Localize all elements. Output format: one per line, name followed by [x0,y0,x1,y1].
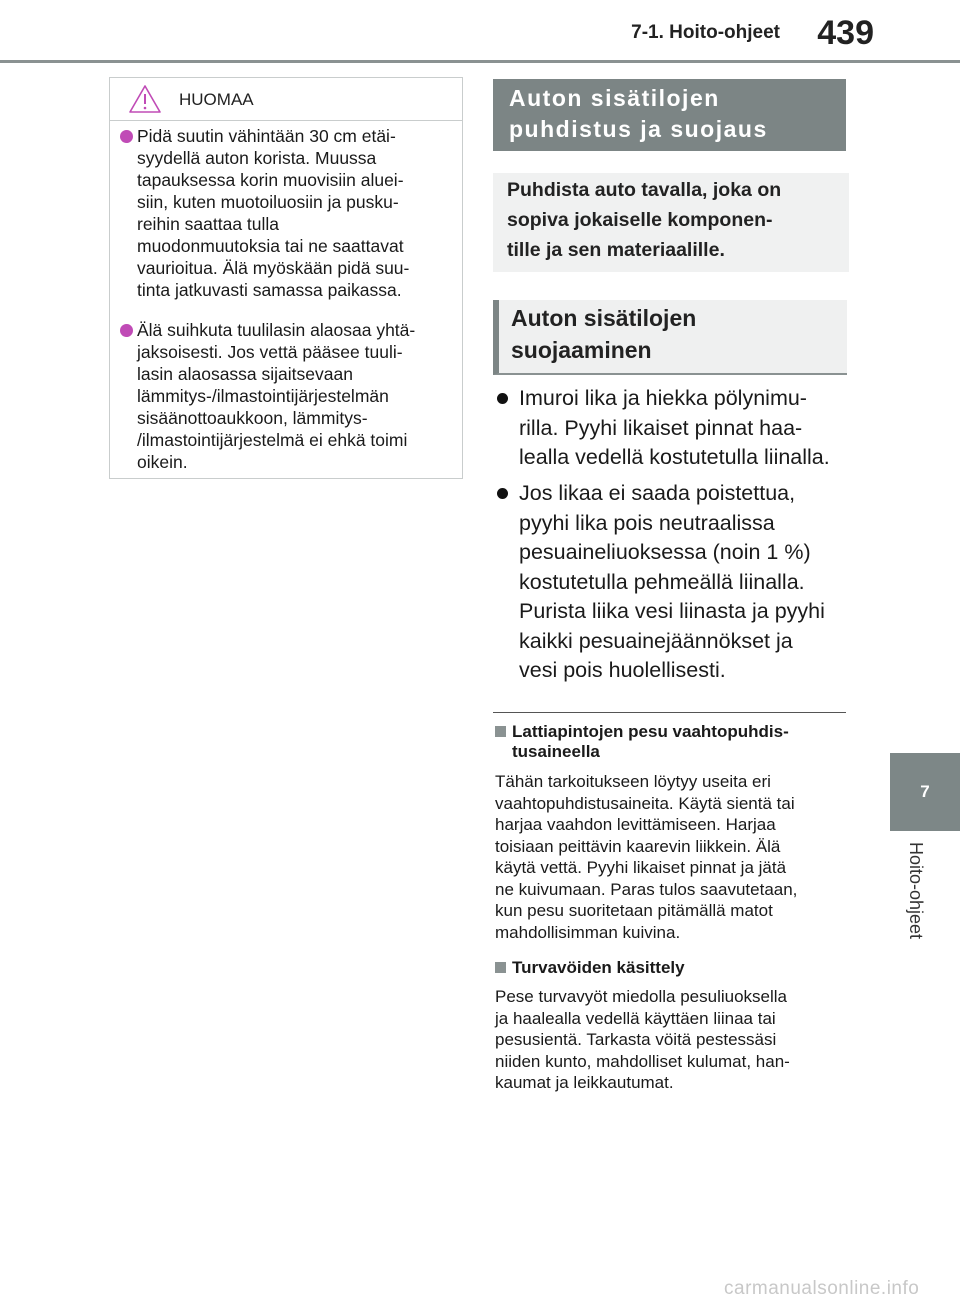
subsection-heading-line: Auton sisätilojen [511,305,697,331]
square-bullet-icon [495,726,506,737]
chapter-label-text: Hoito-ohjeet [906,842,926,940]
watermark: carmanualsonline.info [724,1278,920,1299]
section-heading-line: Auton sisätilojen [509,85,720,111]
chapter-number: 7 [920,782,930,801]
chapter-side-label [893,842,933,972]
notice-item [120,319,460,473]
subsection-heading-line: suojaaminen [511,337,652,363]
notice-header [110,78,462,121]
notice-item-text: Pidä suutin vähintään 30 cm etäi- syydellä auton korista. Muussa tapauksessa korin muovisiin aluei- siin, kuten muotoiluosiin ja pusku- reihin saattaa tulla muodonmuutoksia tai ne saattavat vaurioitua. Älä myöskään pidä suu- tinta jatkuvasti samassa paikassa. [137,126,410,300]
intro-line: sopiva jokaiselle komponen- [507,209,773,231]
list-item [497,384,847,473]
bullet-dot-icon [120,130,133,143]
subsection-heading: Turvavöiden käsittely [495,958,847,978]
intro-line: tille ja sen materiaalille. [507,239,725,261]
paragraph: Pese turvavyöt miedolla pesuliuoksella ja haalealla vedellä käyttäen liinaa tai pesusientä. Tarkasta vöitä pestessäsi niiden kunto, mahdolliset kulumat, han- kaumat ja leikkautumat. [495,987,790,1092]
notice-title: HUOMAA [179,90,254,109]
section-heading-line: puhdistus ja suojaus [509,116,768,142]
section-heading-band [493,79,846,151]
square-bullet-icon [495,962,506,973]
intro-box [493,173,849,272]
section-title: 7-1. Hoito-ohjeet [631,22,780,43]
subsection-divider [493,712,846,713]
warning-triangle-icon [128,84,162,114]
subsection-heading: Lattiapintojen pesu vaahtopuhdis- tusaineella [495,722,847,762]
subsection-heading-band [493,300,847,375]
notice-item-text: Älä suihkuta tuulilasin alaosaa yhtä- jaksoisesti. Jos vettä pääsee tuuli- lasin alaosassa sijaitsevaan lämmitys-/ilmastointijärjestelmän sisäänottoaukkoon, lämmitys- /ilmastointijärjestelmä ei ehkä toimi oikein. [137,320,416,472]
list-item [497,479,847,686]
list-item-text: Imuroi lika ja hiekka pölynimu- rilla. Pyyhi likaiset pinnat haa- lealla vedellä kostutetulla liinalla. [519,386,830,469]
bullet-dot-icon [497,393,508,404]
page-number: 439 [817,14,874,52]
list-item-text: Jos likaa ei saada poistettua, pyyhi lika pois neutraalissa pesuaineliuoksessa (noin 1 %) kostutetulla pehmeällä liinalla. Purista liika vesi liinasta ja pyyhi kaikki pesuainejäännökset ja vesi pois huolellisesti. [519,481,825,682]
chapter-tab [890,753,960,831]
intro-line: Puhdista auto tavalla, joka on [507,179,782,201]
notice-box [109,77,463,479]
paragraph: Tähän tarkoitukseen löytyy useita eri vaahtopuhdistusaineita. Käytä sientä tai harjaa vaahdon levittämiseen. Harjaa toisiaan peittävin kaarevin liikkein. Älä käytä vettä. Pyyhi likaiset pinnat ja jätä ne kuivumaan. Paras tulos saavutetaan, kun pesu suoritetaan pitämällä matot mahdollisimman kuivina. [495,772,798,942]
bullet-dot-icon [120,324,133,337]
header-divider [0,60,960,63]
notice-item [120,125,460,301]
bullet-dot-icon [497,488,508,499]
